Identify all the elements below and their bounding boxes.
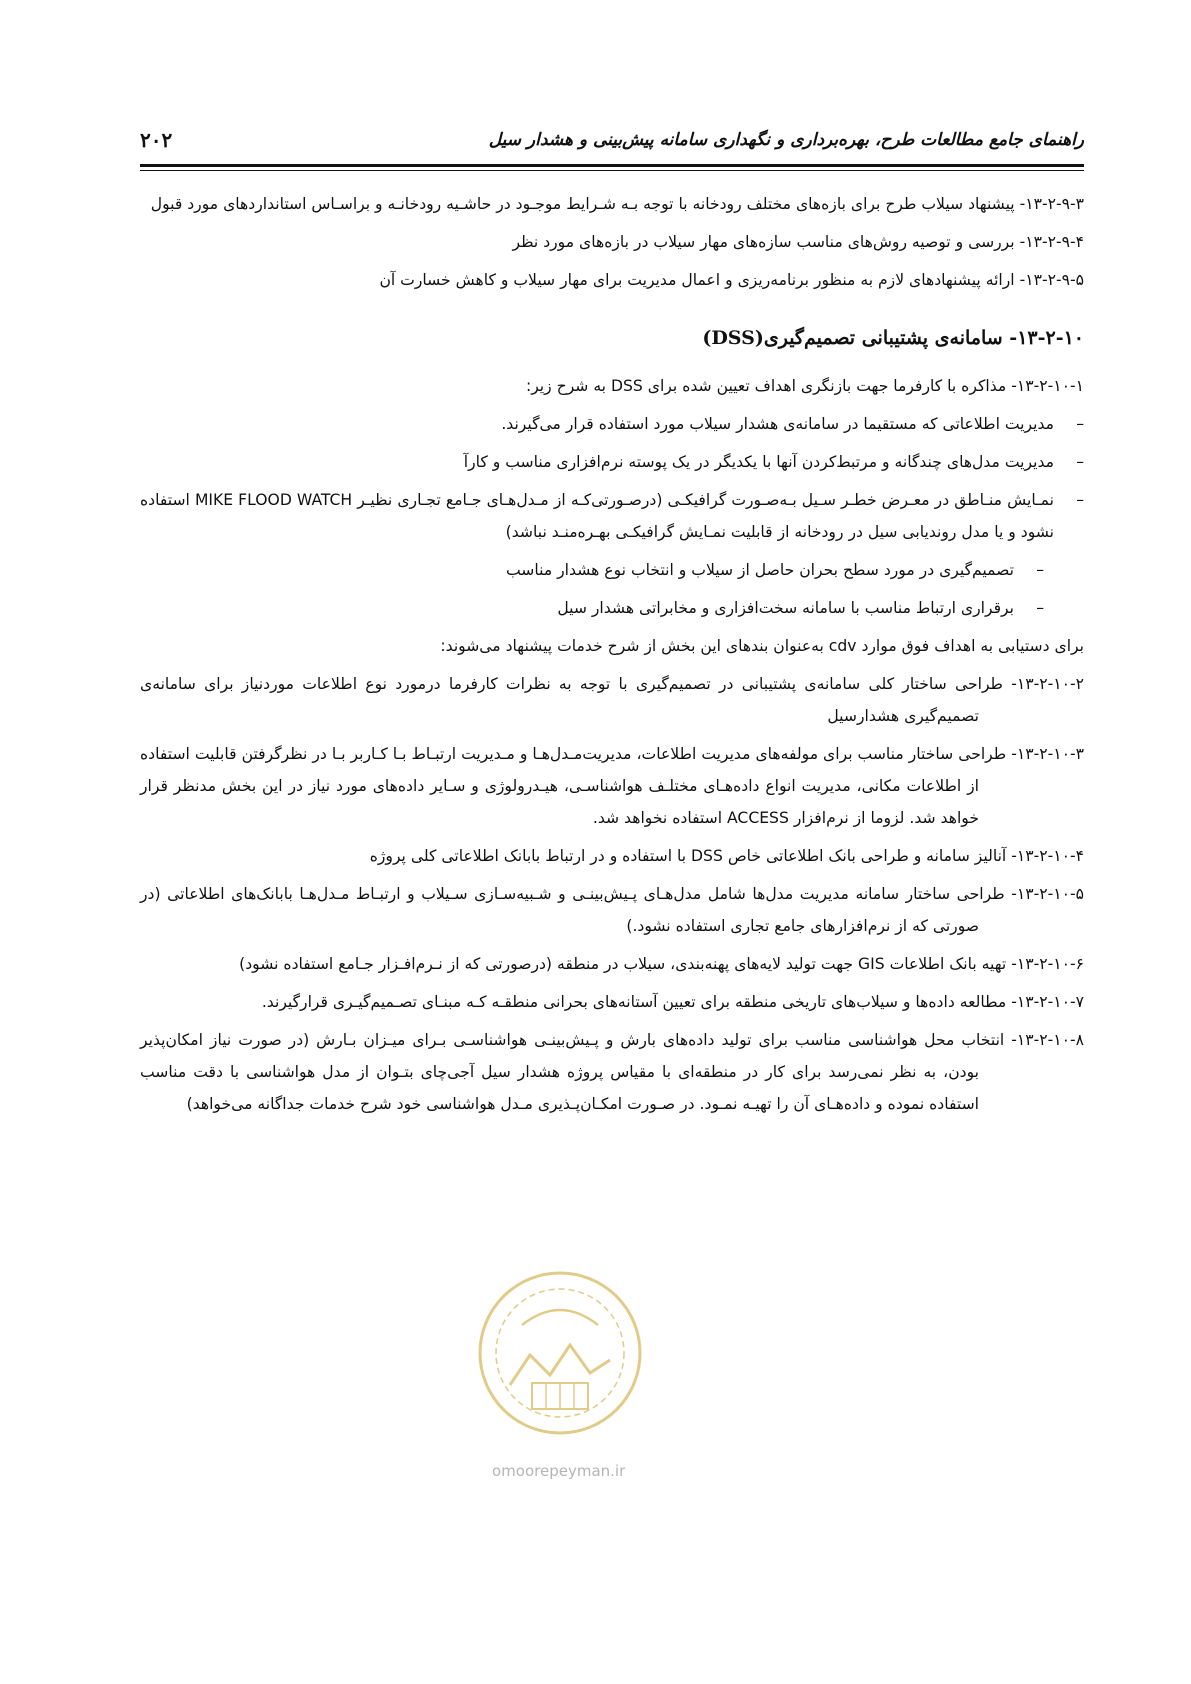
dash-icon: – — [1076, 415, 1084, 433]
header-title: راهنمای جامع مطالعات طرح، بهره‌برداری و نگهداری سامانه پیش‌بینی و هشدار سیل — [488, 130, 1084, 150]
item-number: ۱۳-۲-۱۰-۵- — [1011, 885, 1084, 903]
item-number: ۱۳-۲-۱۰-۴- — [1011, 847, 1084, 865]
item-text: ارائه پیشنهادهای لازم به منظور برنامه‌ریزی و اعمال مدیریت برای مهار سیلاب و کاهش خسارت آن — [379, 271, 1015, 289]
summary-paragraph: برای دستیابی به اهداف فوق موارد cdv به‌عنوان بندهای این بخش از شرح خدمات پیشنهاد می‌شوند: — [440, 637, 1084, 655]
watermark-site: omoorepeyman.ir — [492, 1462, 626, 1480]
item-text: بررسی و توصیه روش‌های مناسب سازه‌های مهار سیلاب در بازه‌های مورد نظر — [512, 233, 1015, 251]
item-text: آنالیز سامانه و طراحی بانک اطلاعاتی خاص DSS با استفاده و در ارتباط بابانک اطلاعاتی کلی پروژه — [369, 847, 1007, 865]
numbered-item — [140, 188, 1084, 220]
bullet-text: مدیریت اطلاعاتی که مستقیما در سامانه‌ی هشدار سیلاب مورد استفاده قرار می‌گیرند. — [501, 415, 1054, 433]
item-text: مطالعه داده‌ها و سیلاب‌های تاریخی منطقه برای تعیین آستانه‌های بحرانی منطقـه کـه مبنـای تصـمیم‌گیـری قرارگیرند. — [261, 993, 1007, 1011]
numbered-item — [140, 370, 1084, 402]
dash-icon: – — [1076, 453, 1084, 471]
item-number: ۱۳-۲-۱۰-۱- — [1011, 377, 1084, 395]
watermark-logo-icon — [470, 1265, 650, 1440]
bullet-text: مدیریت مدل‌های چندگانه و مرتبط‌کردن آنها با یکدیگر در یک پوسته نرم‌افزاری مناسب و کارآ — [463, 453, 1054, 471]
page-content — [140, 188, 1084, 1126]
numbered-item — [140, 948, 1084, 980]
numbered-item — [140, 264, 1084, 296]
item-number: ۱۳-۲-۱۰-۲- — [1011, 675, 1084, 693]
item-number: ۱۳-۲-۹-۴- — [1019, 233, 1084, 251]
bullet-item — [140, 554, 1044, 586]
item-text: پیشنهاد سیلاب طرح برای بازه‌های مختلف رودخانه با توجه بـه شـرایط موجـود در حاشـیه رودخانـه و براسـاس استانداردهای مورد قبول — [150, 195, 1015, 213]
item-text: طراحی ساختار سامانه مدیریت مدل‌ها شامل مدل‌هـای پـیش‌بینـی و شـبیه‌سـازی سـیلاب و ارتبـاط مـدل‌هـا بابانک‌های اطلاعاتی (در صورتی که از نرم‌افزارهای جامع تجاری استفاده نشود.) — [140, 885, 1005, 935]
numbered-item — [140, 1024, 1084, 1120]
numbered-item — [140, 878, 1084, 942]
bullet-item — [140, 446, 1084, 478]
bullet-item — [140, 592, 1044, 624]
dash-icon: – — [1036, 599, 1044, 617]
item-number: ۱۳-۲-۱۰-۳- — [1011, 745, 1084, 763]
item-text: تهیه بانک اطلاعات GIS جهت تولید لایه‌های پهنه‌بندی، سیلاب در منطقه (درصورتی که از نـرم‌افـزار جـامع استفاده نشود) — [239, 955, 1007, 973]
item-text: طراحی ساختار کلی سامانه‌ی پشتیبانی در تصمیم‌گیری با توجه به نظرات کارفرما درمورد نوع اطلاعات موردنیاز برای سامانه‌ی تصمیم‌گیری هشدارسیل — [140, 675, 1003, 725]
numbered-item — [140, 226, 1084, 258]
section-heading: ۱۳-۲-۱۰- سامانه‌ی پشتیبانی تصمیم‌گیری(DSS) — [702, 327, 1084, 349]
page-number: ۲۰۲ — [140, 128, 173, 152]
page-header — [140, 122, 1084, 158]
item-number: ۱۳-۲-۱۰-۸- — [1011, 1031, 1084, 1049]
numbered-item — [140, 986, 1084, 1018]
bullet-item — [140, 408, 1084, 440]
item-text: مذاکره با کارفرما جهت بازنگری اهداف تعیین شده برای DSS به شرح زیر: — [525, 377, 1007, 395]
item-number: ۱۳-۲-۱۰-۶- — [1011, 955, 1084, 973]
item-number: ۱۳-۲-۹-۵- — [1019, 271, 1084, 289]
item-text: طراحی ساختار مناسب برای مولفه‌های مدیریت اطلاعات، مدیریت‌مـدل‌هـا و مـدیریت ارتبـاط بـا کـاربر بـا در نظرگرفتن قابلیت استفاده از اطلاعات مکانی، مدیریت انواع داده‌هـای مختلـف هواشناسـی، هیـدرولوژی و سـایر داده‌های مورد نیاز در این بخش مدنظر قرار خواهد شد. لزوما از نرم‌افزار ACCESS استفاده نخواهد شد. — [140, 745, 1007, 827]
header-rule — [140, 164, 1084, 167]
bullet-text: برقراری ارتباط مناسب با سامانه سخت‌افزاری و مخابراتی هشدار سیل — [557, 599, 1014, 617]
bullet-item — [140, 484, 1084, 548]
item-number: ۱۳-۲-۹-۳- — [1019, 195, 1084, 213]
header-rule-thin — [140, 170, 1084, 171]
bullet-text: تصمیم‌گیری در مورد سطح بحران حاصل از سیلاب و انتخاب نوع هشدار مناسب — [506, 561, 1014, 579]
item-text: انتخاب محل هواشناسی مناسب برای تولید داده‌های بارش و پـیش‌بینـی هواشناسـی بـرای میـزان بـارش (در صورت نیاز امکان‌پذیر بودن، به نظر نمی‌رسد برای کار در منطقه‌ای با مقیاس پروژه هشدار سیل آجی‌چای بتـوان از مدل هواشناسی با دقت مناسب استفاده نموده و داده‌هـای آن را تهیـه نمـود. در صـورت امکـان‌پـذیری مـدل هواشناسی خود شرح خدمات جداگانه می‌خواهد) — [140, 1031, 1005, 1113]
numbered-item — [140, 840, 1084, 872]
dash-icon: – — [1076, 491, 1084, 509]
dash-icon: – — [1036, 561, 1044, 579]
bullet-list — [140, 408, 1084, 624]
item-number: ۱۳-۲-۱۰-۷- — [1011, 993, 1084, 1011]
numbered-item — [140, 738, 1084, 834]
bullet-text: نمـایش منـاطق در معـرض خطـر سـیل بـه‌صـورت گرافیکـی (درصـورتی‌کـه از مـدل‌هـای جـامع تجـاری نظیـر MIKE FLOOD WATCH استفاده نشود و یا مدل روندیابی سیل در رودخانه از قابلیت نمـایش گرافیکـی بهـره‌منـد نباشد) — [140, 491, 1055, 541]
numbered-item — [140, 668, 1084, 732]
